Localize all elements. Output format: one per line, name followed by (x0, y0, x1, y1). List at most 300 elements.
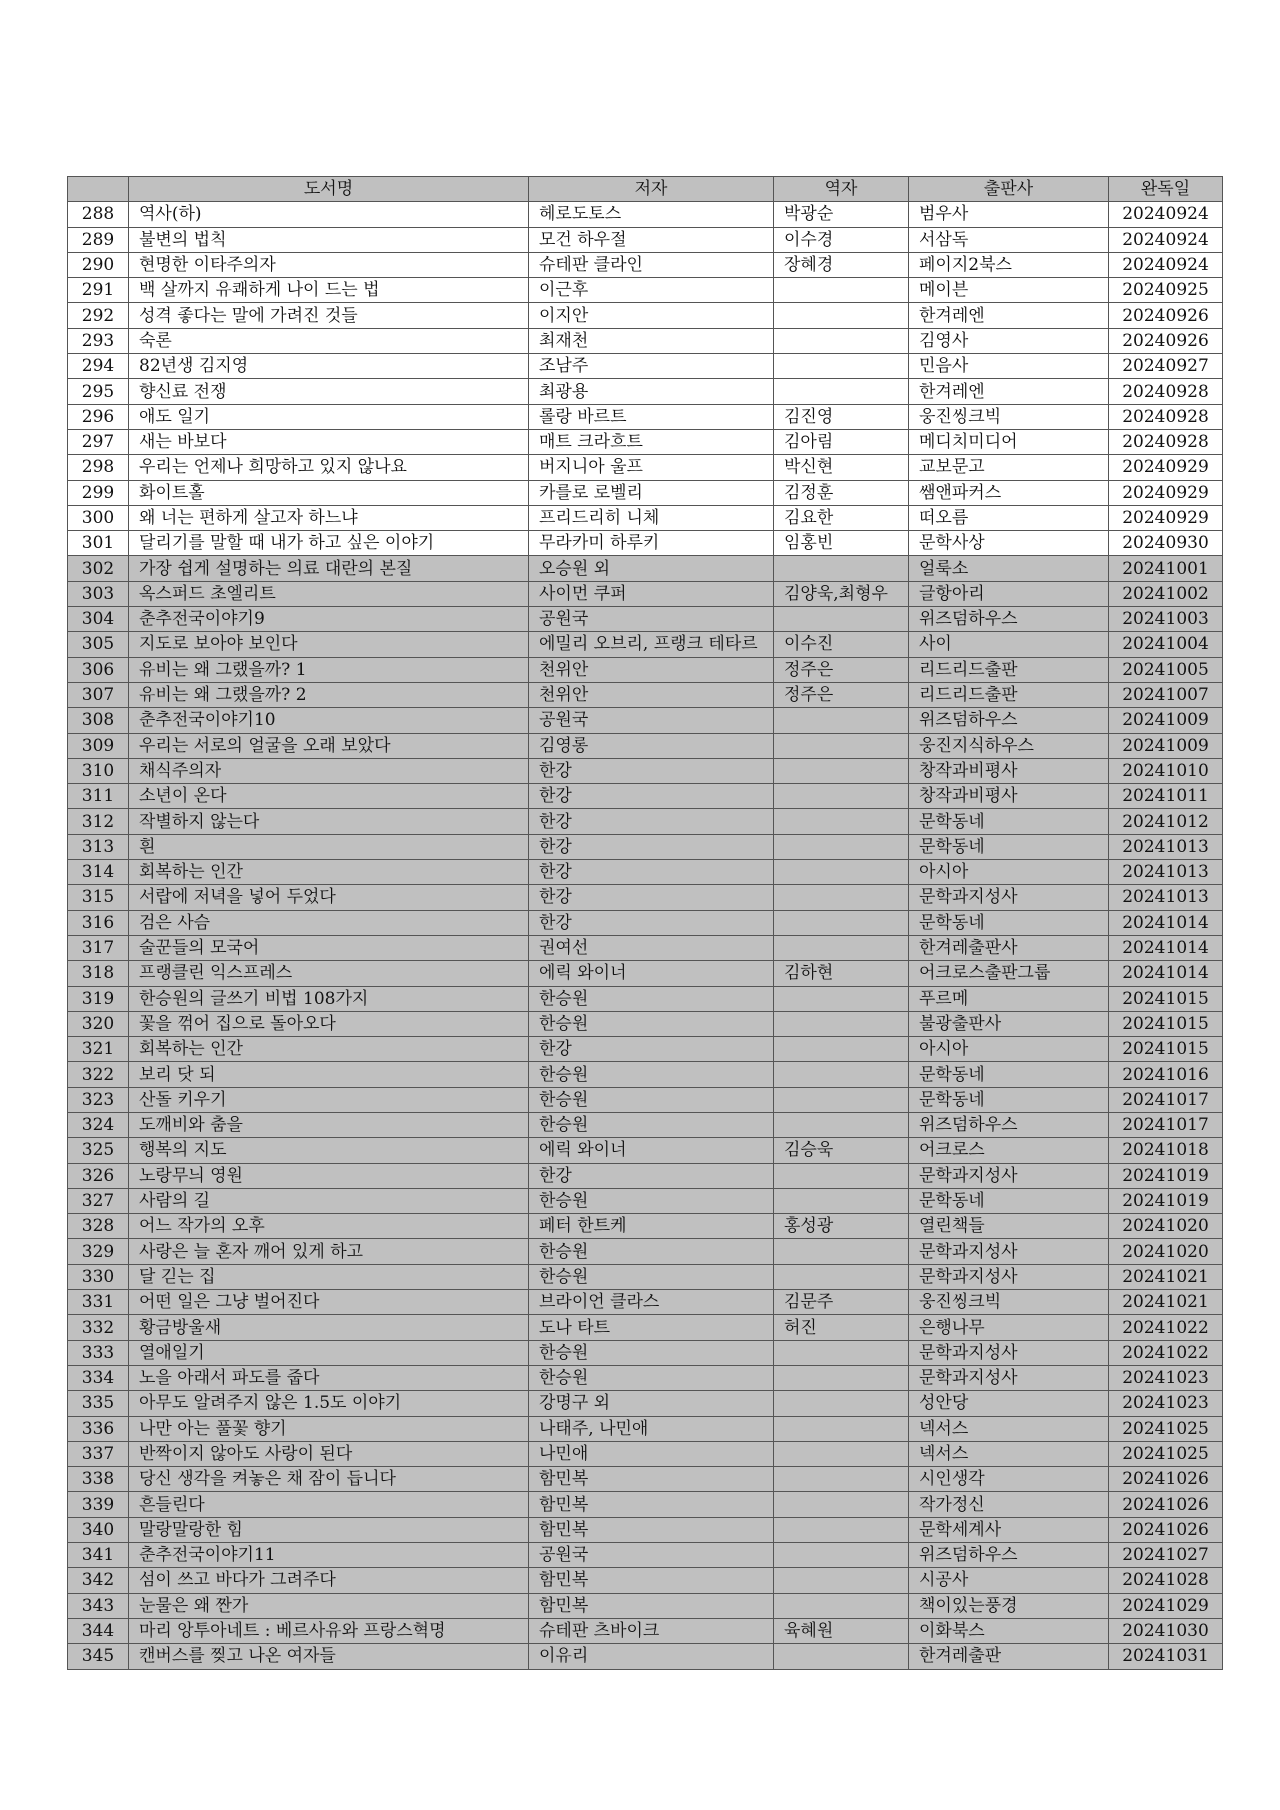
row-number: 339 (68, 1492, 129, 1517)
table-row (68, 1618, 1223, 1643)
book-author: 슈테판 츠바이크 (529, 1618, 774, 1643)
book-translator (774, 1112, 909, 1137)
table-row (68, 531, 1223, 556)
book-author: 최광용 (529, 379, 774, 404)
row-number: 306 (68, 657, 129, 682)
book-title: 당신 생각을 켜놓은 채 잠이 듭니다 (129, 1467, 529, 1492)
finish-date: 20241031 (1109, 1644, 1223, 1669)
book-title: 검은 사슴 (129, 910, 529, 935)
book-title: 노랑무늬 영원 (129, 1163, 529, 1188)
book-author: 한승원 (529, 1112, 774, 1137)
book-translator (774, 1593, 909, 1618)
book-title: 애도 일기 (129, 404, 529, 429)
table-row (68, 758, 1223, 783)
book-title: 유비는 왜 그랬을까? 1 (129, 657, 529, 682)
finish-date: 20241027 (1109, 1543, 1223, 1568)
row-number: 301 (68, 531, 129, 556)
book-author: 모건 하우절 (529, 227, 774, 252)
book-publisher: 서삼독 (909, 227, 1109, 252)
row-number: 320 (68, 1011, 129, 1036)
book-translator (774, 1163, 909, 1188)
table-row (68, 1315, 1223, 1340)
book-title: 꽃을 꺾어 집으로 돌아오다 (129, 1011, 529, 1036)
finish-date: 20240927 (1109, 354, 1223, 379)
row-number: 317 (68, 935, 129, 960)
book-author: 이지안 (529, 303, 774, 328)
book-publisher: 얼룩소 (909, 556, 1109, 581)
book-author: 한강 (529, 1163, 774, 1188)
book-translator (774, 1340, 909, 1365)
book-publisher: 문학과지성사 (909, 885, 1109, 910)
header-translator: 역자 (774, 177, 909, 202)
table-row (68, 303, 1223, 328)
book-translator (774, 1568, 909, 1593)
book-publisher: 한겨레출판사 (909, 935, 1109, 960)
row-number: 315 (68, 885, 129, 910)
book-title: 아무도 알려주지 않은 1.5도 이야기 (129, 1391, 529, 1416)
book-publisher: 작가정신 (909, 1492, 1109, 1517)
book-title: 우리는 언제나 희망하고 있지 않나요 (129, 455, 529, 480)
header-finish-date: 완독일 (1109, 177, 1223, 202)
finish-date: 20241014 (1109, 910, 1223, 935)
row-number: 322 (68, 1062, 129, 1087)
book-author: 한강 (529, 860, 774, 885)
book-title: 사람의 길 (129, 1188, 529, 1213)
book-title: 어느 작가의 오후 (129, 1214, 529, 1239)
book-publisher: 이화북스 (909, 1618, 1109, 1643)
book-author: 천위안 (529, 682, 774, 707)
book-author: 한승원 (529, 1087, 774, 1112)
book-title: 왜 너는 편하게 살고자 하느냐 (129, 505, 529, 530)
finish-date: 20241025 (1109, 1441, 1223, 1466)
book-author: 무라카미 하루키 (529, 531, 774, 556)
book-publisher: 교보문고 (909, 455, 1109, 480)
finish-date: 20241021 (1109, 1264, 1223, 1289)
finish-date: 20240924 (1109, 252, 1223, 277)
book-title: 달리기를 말할 때 내가 하고 싶은 이야기 (129, 531, 529, 556)
book-publisher: 문학동네 (909, 910, 1109, 935)
table-row (68, 607, 1223, 632)
book-author: 김영롱 (529, 733, 774, 758)
table-row (68, 1441, 1223, 1466)
book-author: 프리드리히 니체 (529, 505, 774, 530)
book-translator: 홍성광 (774, 1214, 909, 1239)
table-row (68, 961, 1223, 986)
header-number (68, 177, 129, 202)
book-publisher: 위즈덤하우스 (909, 1112, 1109, 1137)
header-title: 도서명 (129, 177, 529, 202)
book-translator: 김진영 (774, 404, 909, 429)
book-title: 역사(하) (129, 202, 529, 227)
book-publisher: 불광출판사 (909, 1011, 1109, 1036)
book-translator (774, 1441, 909, 1466)
book-translator (774, 885, 909, 910)
book-publisher: 넥서스 (909, 1441, 1109, 1466)
table-row (68, 1214, 1223, 1239)
book-author: 헤로도토스 (529, 202, 774, 227)
table-row (68, 1593, 1223, 1618)
table-row (68, 202, 1223, 227)
row-number: 321 (68, 1037, 129, 1062)
table-header-row (68, 177, 1223, 202)
finish-date: 20240928 (1109, 429, 1223, 454)
finish-date: 20241012 (1109, 809, 1223, 834)
finish-date: 20240924 (1109, 227, 1223, 252)
table-row (68, 1467, 1223, 1492)
book-publisher: 메디치미디어 (909, 429, 1109, 454)
row-number: 334 (68, 1365, 129, 1390)
book-translator (774, 935, 909, 960)
table-row (68, 581, 1223, 606)
book-publisher: 떠오름 (909, 505, 1109, 530)
book-translator: 김승욱 (774, 1138, 909, 1163)
book-publisher: 은행나무 (909, 1315, 1109, 1340)
finish-date: 20240924 (1109, 202, 1223, 227)
book-author: 공원국 (529, 607, 774, 632)
row-number: 335 (68, 1391, 129, 1416)
row-number: 340 (68, 1517, 129, 1542)
row-number: 302 (68, 556, 129, 581)
book-author: 한승원 (529, 1239, 774, 1264)
finish-date: 20241005 (1109, 657, 1223, 682)
row-number: 311 (68, 784, 129, 809)
book-author: 브라이언 클라스 (529, 1290, 774, 1315)
table-row (68, 429, 1223, 454)
table-row (68, 1365, 1223, 1390)
row-number: 341 (68, 1543, 129, 1568)
book-author: 카를로 로벨리 (529, 480, 774, 505)
book-title: 술꾼들의 모국어 (129, 935, 529, 960)
finish-date: 20241004 (1109, 632, 1223, 657)
row-number: 303 (68, 581, 129, 606)
book-translator (774, 986, 909, 1011)
book-publisher: 김영사 (909, 328, 1109, 353)
table-row (68, 328, 1223, 353)
book-author: 함민복 (529, 1467, 774, 1492)
book-author: 한승원 (529, 1011, 774, 1036)
book-author: 강명구 외 (529, 1391, 774, 1416)
book-translator: 김정훈 (774, 480, 909, 505)
book-author: 슈테판 클라인 (529, 252, 774, 277)
book-translator: 정주은 (774, 682, 909, 707)
book-publisher: 시공사 (909, 1568, 1109, 1593)
book-publisher: 문학과지성사 (909, 1163, 1109, 1188)
finish-date: 20241009 (1109, 708, 1223, 733)
book-title: 노을 아래서 파도를 줍다 (129, 1365, 529, 1390)
book-title: 우리는 서로의 얼굴을 오래 보았다 (129, 733, 529, 758)
book-title: 달 긷는 집 (129, 1264, 529, 1289)
book-publisher: 어크로스출판그룹 (909, 961, 1109, 986)
book-author: 롤랑 바르트 (529, 404, 774, 429)
book-publisher: 문학과지성사 (909, 1365, 1109, 1390)
book-publisher: 아시아 (909, 1037, 1109, 1062)
row-number: 324 (68, 1112, 129, 1137)
book-translator: 허진 (774, 1315, 909, 1340)
book-author: 한승원 (529, 1264, 774, 1289)
row-number: 300 (68, 505, 129, 530)
book-publisher: 창작과비평사 (909, 784, 1109, 809)
book-translator (774, 1062, 909, 1087)
book-publisher: 범우사 (909, 202, 1109, 227)
book-translator: 이수경 (774, 227, 909, 252)
book-publisher: 어크로스 (909, 1138, 1109, 1163)
book-author: 함민복 (529, 1492, 774, 1517)
book-author: 한강 (529, 834, 774, 859)
book-author: 한강 (529, 1037, 774, 1062)
book-translator (774, 1492, 909, 1517)
finish-date: 20241023 (1109, 1391, 1223, 1416)
row-number: 294 (68, 354, 129, 379)
book-translator: 육혜원 (774, 1618, 909, 1643)
row-number: 332 (68, 1315, 129, 1340)
book-publisher: 웅진씽크빅 (909, 404, 1109, 429)
book-translator (774, 1517, 909, 1542)
table-row (68, 1112, 1223, 1137)
book-title: 옥스퍼드 초엘리트 (129, 581, 529, 606)
row-number: 337 (68, 1441, 129, 1466)
book-title: 소년이 온다 (129, 784, 529, 809)
table-row (68, 1416, 1223, 1441)
row-number: 292 (68, 303, 129, 328)
table-row (68, 860, 1223, 885)
finish-date: 20241011 (1109, 784, 1223, 809)
book-translator (774, 1239, 909, 1264)
finish-date: 20241013 (1109, 834, 1223, 859)
finish-date: 20240930 (1109, 531, 1223, 556)
row-number: 336 (68, 1416, 129, 1441)
book-title: 프랭클린 익스프레스 (129, 961, 529, 986)
book-author: 나민애 (529, 1441, 774, 1466)
book-title: 흰 (129, 834, 529, 859)
book-publisher: 리드리드출판 (909, 657, 1109, 682)
table-row (68, 784, 1223, 809)
finish-date: 20241014 (1109, 961, 1223, 986)
book-title: 채식주의자 (129, 758, 529, 783)
book-translator (774, 303, 909, 328)
book-title: 가장 쉽게 설명하는 의료 대란의 본질 (129, 556, 529, 581)
book-translator (774, 379, 909, 404)
row-number: 343 (68, 1593, 129, 1618)
book-author: 한승원 (529, 1062, 774, 1087)
table-row (68, 252, 1223, 277)
table-row (68, 227, 1223, 252)
book-publisher: 문학동네 (909, 1087, 1109, 1112)
row-number: 329 (68, 1239, 129, 1264)
book-translator: 정주은 (774, 657, 909, 682)
book-publisher: 한겨레엔 (909, 379, 1109, 404)
book-title: 새는 바보다 (129, 429, 529, 454)
row-number: 342 (68, 1568, 129, 1593)
finish-date: 20240929 (1109, 505, 1223, 530)
table-row (68, 910, 1223, 935)
finish-date: 20241007 (1109, 682, 1223, 707)
finish-date: 20240925 (1109, 278, 1223, 303)
book-translator (774, 809, 909, 834)
book-author: 한강 (529, 784, 774, 809)
finish-date: 20241013 (1109, 885, 1223, 910)
book-title: 말랑말랑한 힘 (129, 1517, 529, 1542)
book-publisher: 문학동네 (909, 809, 1109, 834)
table-row (68, 986, 1223, 1011)
book-title: 황금방울새 (129, 1315, 529, 1340)
table-row (68, 455, 1223, 480)
book-title: 눈물은 왜 짠가 (129, 1593, 529, 1618)
row-number: 295 (68, 379, 129, 404)
book-author: 나태주, 나민애 (529, 1416, 774, 1441)
table-row (68, 1062, 1223, 1087)
book-author: 한강 (529, 758, 774, 783)
finish-date: 20240929 (1109, 480, 1223, 505)
book-author: 한승원 (529, 986, 774, 1011)
table-row (68, 1543, 1223, 1568)
row-number: 305 (68, 632, 129, 657)
book-title: 화이트홀 (129, 480, 529, 505)
finish-date: 20241015 (1109, 1037, 1223, 1062)
book-publisher: 푸르메 (909, 986, 1109, 1011)
book-title: 반짝이지 않아도 사랑이 된다 (129, 1441, 529, 1466)
book-translator (774, 1416, 909, 1441)
book-author: 에릭 와이너 (529, 1138, 774, 1163)
book-translator (774, 1037, 909, 1062)
finish-date: 20241025 (1109, 1416, 1223, 1441)
row-number: 333 (68, 1340, 129, 1365)
table-row (68, 682, 1223, 707)
finish-date: 20241026 (1109, 1467, 1223, 1492)
row-number: 314 (68, 860, 129, 885)
book-translator (774, 278, 909, 303)
finish-date: 20241013 (1109, 860, 1223, 885)
table-row (68, 354, 1223, 379)
book-publisher: 위즈덤하우스 (909, 607, 1109, 632)
table-row (68, 1037, 1223, 1062)
table-row (68, 885, 1223, 910)
book-publisher: 문학사상 (909, 531, 1109, 556)
row-number: 297 (68, 429, 129, 454)
book-title: 산돌 키우기 (129, 1087, 529, 1112)
finish-date: 20241014 (1109, 935, 1223, 960)
table-row (68, 379, 1223, 404)
row-number: 307 (68, 682, 129, 707)
finish-date: 20241030 (1109, 1618, 1223, 1643)
book-title: 도깨비와 춤을 (129, 1112, 529, 1137)
row-number: 316 (68, 910, 129, 935)
finish-date: 20240926 (1109, 303, 1223, 328)
finish-date: 20241023 (1109, 1365, 1223, 1390)
book-author: 함민복 (529, 1593, 774, 1618)
book-author: 사이먼 쿠퍼 (529, 581, 774, 606)
book-translator (774, 328, 909, 353)
table-row (68, 632, 1223, 657)
book-publisher: 문학동네 (909, 834, 1109, 859)
book-translator (774, 834, 909, 859)
book-title: 나만 아는 풀꽃 향기 (129, 1416, 529, 1441)
row-number: 312 (68, 809, 129, 834)
book-title: 캔버스를 찢고 나온 여자들 (129, 1644, 529, 1669)
book-author: 조남주 (529, 354, 774, 379)
table-row (68, 733, 1223, 758)
book-publisher: 위즈덤하우스 (909, 1543, 1109, 1568)
finish-date: 20241019 (1109, 1163, 1223, 1188)
table-row (68, 1163, 1223, 1188)
book-publisher: 웅진씽크빅 (909, 1290, 1109, 1315)
book-publisher: 문학과지성사 (909, 1340, 1109, 1365)
book-translator (774, 1543, 909, 1568)
book-publisher: 시인생각 (909, 1467, 1109, 1492)
book-publisher: 사이 (909, 632, 1109, 657)
book-author: 한승원 (529, 1340, 774, 1365)
book-title: 향신료 전쟁 (129, 379, 529, 404)
book-publisher: 창작과비평사 (909, 758, 1109, 783)
finish-date: 20240926 (1109, 328, 1223, 353)
book-translator (774, 1391, 909, 1416)
finish-date: 20240928 (1109, 379, 1223, 404)
row-number: 288 (68, 202, 129, 227)
table-row (68, 1492, 1223, 1517)
book-title: 백 살까지 유쾌하게 나이 드는 법 (129, 278, 529, 303)
row-number: 326 (68, 1163, 129, 1188)
book-author: 한승원 (529, 1365, 774, 1390)
book-publisher: 글항아리 (909, 581, 1109, 606)
table-row (68, 708, 1223, 733)
book-title: 춘추전국이야기11 (129, 1543, 529, 1568)
book-publisher: 열린책들 (909, 1214, 1109, 1239)
table-row (68, 1340, 1223, 1365)
book-translator: 김아림 (774, 429, 909, 454)
row-number: 290 (68, 252, 129, 277)
row-number: 330 (68, 1264, 129, 1289)
table-row (68, 1517, 1223, 1542)
book-publisher: 넥서스 (909, 1416, 1109, 1441)
book-author: 함민복 (529, 1568, 774, 1593)
book-title: 회복하는 인간 (129, 860, 529, 885)
row-number: 345 (68, 1644, 129, 1669)
book-title: 유비는 왜 그랬을까? 2 (129, 682, 529, 707)
book-title: 작별하지 않는다 (129, 809, 529, 834)
book-title: 불변의 법칙 (129, 227, 529, 252)
row-number: 298 (68, 455, 129, 480)
book-translator (774, 556, 909, 581)
book-publisher: 한겨레출판 (909, 1644, 1109, 1669)
header-author: 저자 (529, 177, 774, 202)
book-title: 한승원의 글쓰기 비법 108가지 (129, 986, 529, 1011)
finish-date: 20241010 (1109, 758, 1223, 783)
book-author: 이유리 (529, 1644, 774, 1669)
book-translator (774, 860, 909, 885)
table-row (68, 935, 1223, 960)
book-translator (774, 1644, 909, 1669)
table-row (68, 657, 1223, 682)
book-publisher: 문학과지성사 (909, 1264, 1109, 1289)
book-translator (774, 1365, 909, 1390)
finish-date: 20241015 (1109, 1011, 1223, 1036)
book-translator: 김양욱,최형우 (774, 581, 909, 606)
table-body (68, 202, 1223, 1669)
book-title: 열애일기 (129, 1340, 529, 1365)
finish-date: 20241021 (1109, 1290, 1223, 1315)
row-number: 293 (68, 328, 129, 353)
table-row (68, 1087, 1223, 1112)
reading-log-table (67, 176, 1223, 1670)
book-translator: 임홍빈 (774, 531, 909, 556)
book-translator (774, 758, 909, 783)
book-title: 어떤 일은 그냥 벌어진다 (129, 1290, 529, 1315)
book-translator: 김요한 (774, 505, 909, 530)
book-title: 춘추전국이야기9 (129, 607, 529, 632)
book-author: 최재천 (529, 328, 774, 353)
finish-date: 20241016 (1109, 1062, 1223, 1087)
book-publisher: 한겨레엔 (909, 303, 1109, 328)
book-author: 오승원 외 (529, 556, 774, 581)
